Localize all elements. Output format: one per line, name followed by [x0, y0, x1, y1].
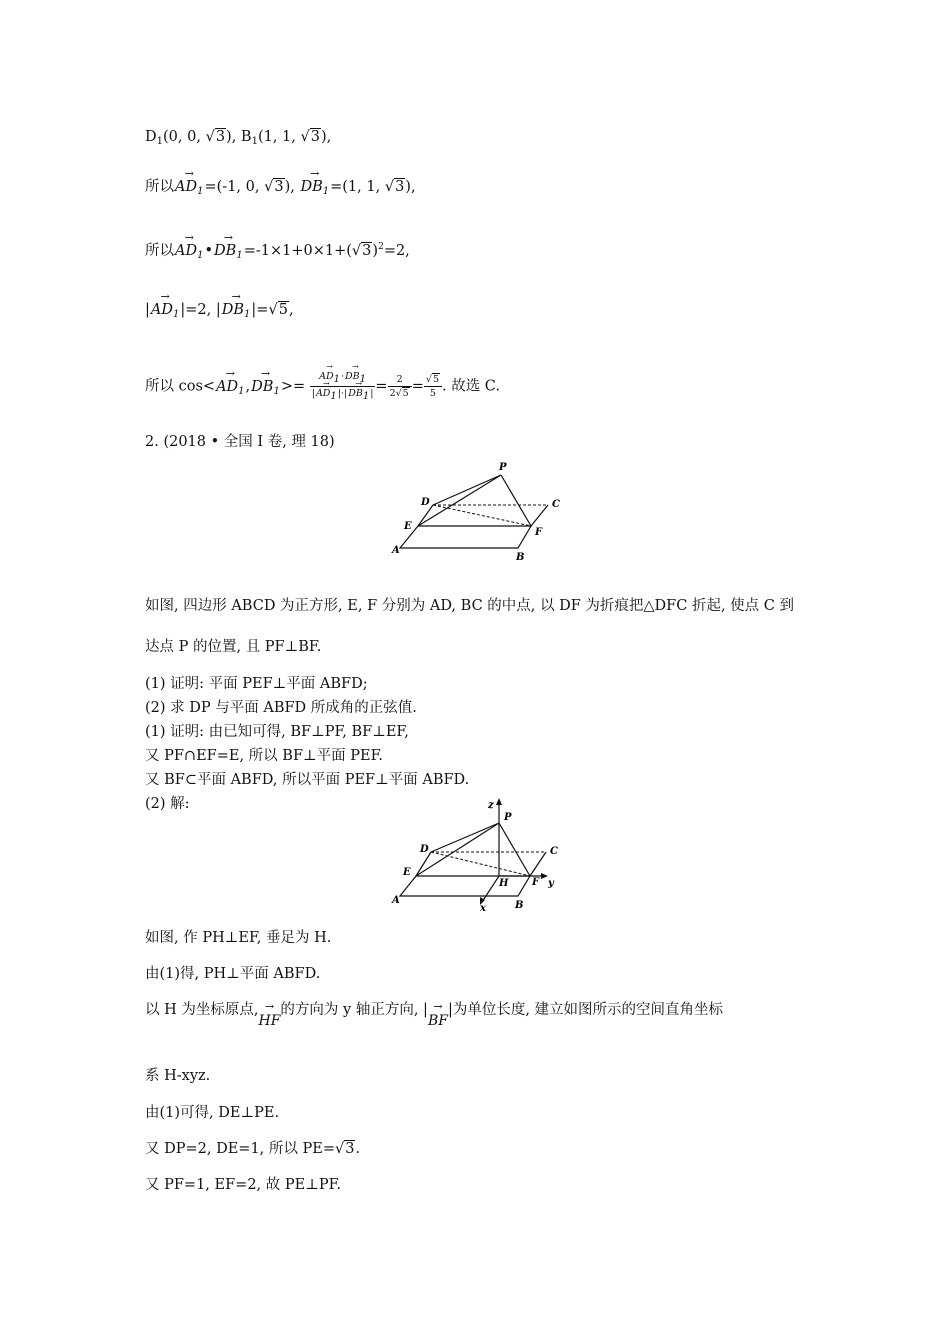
label-p: P [504, 812, 512, 823]
problem-heading: 2. (2018 • 全国 I 卷, 理 18) [145, 434, 335, 450]
solution-line-1: 如图, 作 PH⊥EF, 垂足为 H. [145, 930, 332, 946]
solution-line-5: 由(1)可得, DE⊥PE. [145, 1105, 280, 1121]
proof-line-3: 又 BF⊂平面 ABFD, 所以平面 PEF⊥平面 ABFD. [145, 772, 470, 788]
edge-pf [499, 823, 530, 876]
edge-ep [418, 475, 501, 526]
label-a: A [392, 545, 400, 556]
edge-df-dashed [433, 505, 531, 526]
label-f: F [532, 877, 540, 888]
label-b: B [515, 900, 524, 911]
edge-pf [501, 475, 531, 526]
y-axis-arrow [541, 873, 548, 879]
label-p: P [499, 462, 507, 473]
edge-ed [416, 852, 431, 876]
proof-line-2: 又 PF∩EF=E, 所以 BF⊥平面 PEF. [145, 748, 383, 764]
edge-ed [418, 505, 433, 526]
proof-line-1: (1) 证明: 由已知可得, BF⊥PF, BF⊥EF, [145, 724, 409, 740]
coordinates-line: $D_1(0$, 0, √3), $B_1(1$, 1, √3), [145, 129, 332, 147]
solution-line-3: 以 H 为坐标原点, → HF 的方向为 y 轴正方向, | → BF |为单位长度, 建立如图所示的空间直角坐标 [145, 1000, 724, 1029]
edge-df-dashed [431, 852, 530, 876]
solution-line-6: 又 DP=2, DE=1, 所以 PE=√3. [145, 1141, 361, 1157]
solution-line-7: 又 PF=1, EF=2, 故 PE⊥PF. [145, 1177, 342, 1193]
vector-bf: → BF [427, 1000, 448, 1029]
edge-fc [530, 852, 546, 876]
vector-hf: → HF [258, 1000, 281, 1029]
cosine-line: 所以 $\cos<\to AD_1,\to DB_1>=$ → $\frac{AD1\cdot\to DB1}{|\to AD1|\cdot|\to DB1|}$ = $\frac{2}{2√5}$ = $\frac{√5}{5}$ . 故选 C. [145, 370, 500, 403]
edge-fc [531, 505, 548, 526]
solution-line-4: 系 H-xyz. [145, 1068, 211, 1084]
solution-line-2: 由(1)得, PH⊥平面 ABFD. [145, 966, 321, 982]
label-b: B [516, 552, 525, 562]
base-plane-ab [400, 876, 530, 896]
label-e: E [404, 521, 412, 532]
label-h: H [499, 878, 509, 889]
figure-folded-square [388, 458, 568, 562]
dot-product-line: 所以→ $AD_1•\to DB_1=-1\times 1+0\times 1+(√3)^2=2$, [145, 237, 410, 266]
problem-statement-2: 达点 P 的位置, 且 PF⊥BF. [145, 639, 322, 655]
label-x: x [480, 903, 486, 914]
base-plane-ab [400, 526, 531, 548]
label-c: C [550, 846, 558, 857]
label-z: z [488, 800, 494, 811]
x-axis [482, 876, 499, 902]
z-axis-arrow [496, 798, 502, 805]
label-f: F [535, 527, 543, 538]
label-c: C [552, 499, 560, 510]
vector-definitions-line: 所以→ $AD_1=(-1$, 0, √3), → $DB_1=(1$, 1, √3), [145, 177, 416, 202]
edge-dp [431, 823, 499, 852]
label-e: E [403, 867, 411, 878]
fraction-2-over-2root5: $\frac{2}{2√5}$ [388, 373, 412, 400]
label-d: D [421, 497, 430, 508]
magnitude-line: |→ $AD_1|=2$, |→ $DB_1|=√5$, [145, 300, 294, 325]
label-d: D [420, 844, 429, 855]
label-a: A [392, 895, 400, 906]
cosine-fraction: → $\frac{AD1\cdot\to DB1}{|\to AD1|\cdot|\to DB1|}$ [310, 370, 376, 403]
figure-coordinate-system [386, 796, 572, 914]
problem-statement-1: 如图, 四边形 ABCD 为正方形, E, F 分别为 AD, BC 的中点, 以 DF 为折痕把△DFC 折起, 使点 C 到 [145, 598, 794, 614]
edge-dp [433, 475, 501, 505]
part-2-question: (2) 求 DP 与平面 ABFD 所成角的正弦值. [145, 700, 417, 716]
label-y: y [548, 878, 554, 889]
part-1-question: (1) 证明: 平面 PEF⊥平面 ABFD; [145, 676, 368, 692]
solution-heading: (2) 解: [145, 796, 190, 812]
fraction-root5-over-5: $\frac{√5}{5}$ [424, 373, 442, 400]
